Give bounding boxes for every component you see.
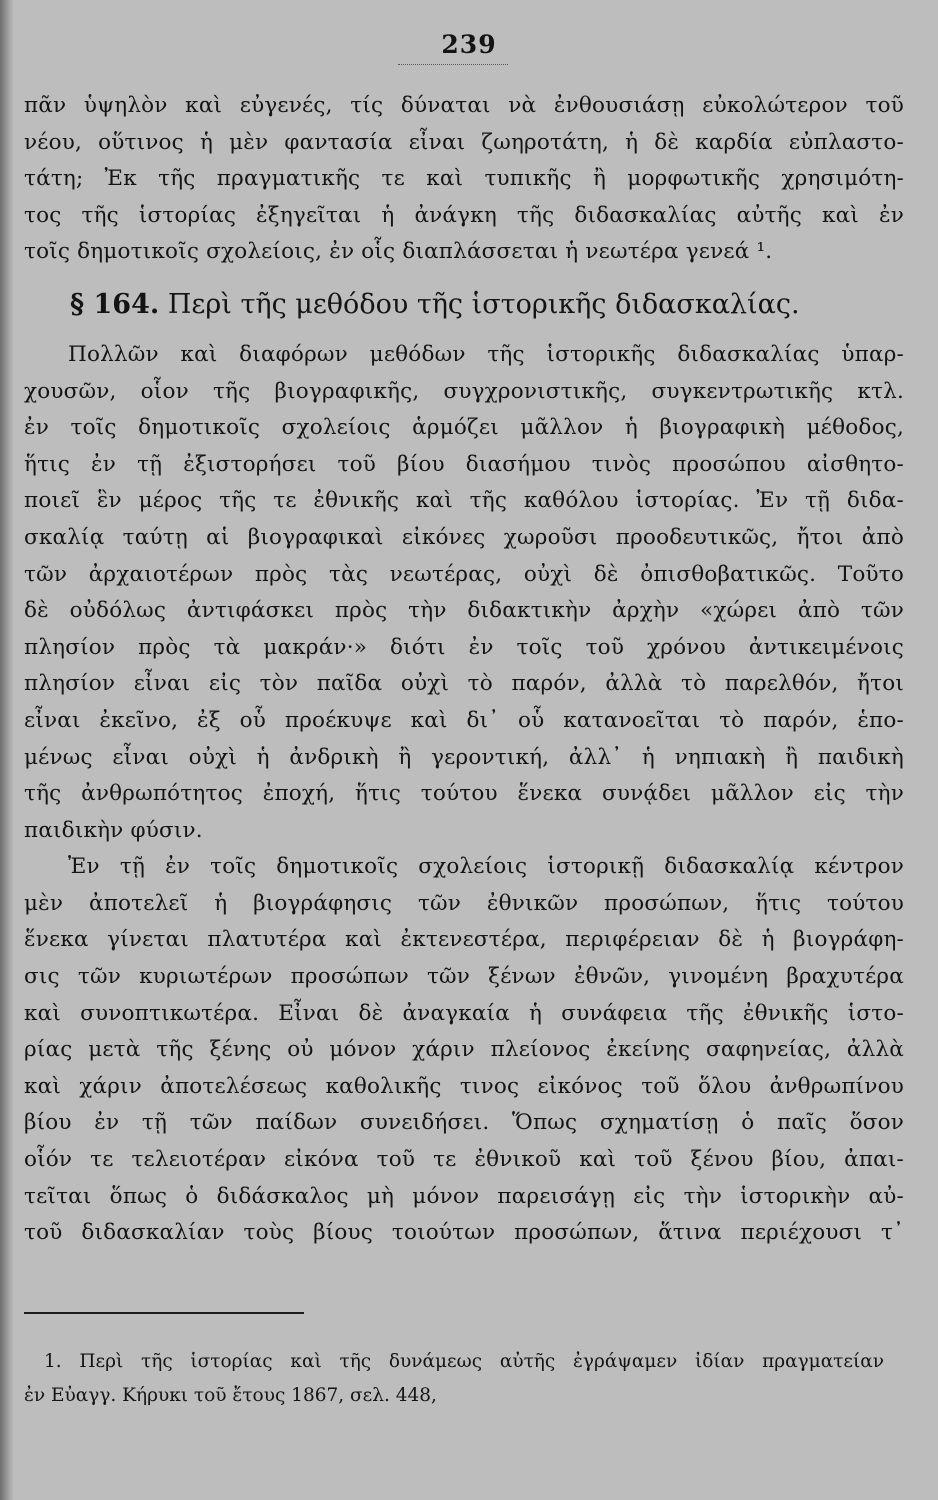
text-line: ρίας μετὰ τῆς ξένης οὐ μόνον χάριν πλείονος ἐκείνης σαφηνείας, ἀλλὰ	[24, 1037, 904, 1063]
section-heading	[24, 277, 904, 333]
text-line: μὲν ἀποτελεῖ ἡ βιογράφησις τῶν ἐθνικῶν προσώπων, ἥτις τούτου	[24, 890, 904, 916]
text-line: ἕνεκα γίνεται πλατυτέρα καὶ ἐκτενεστέρα, περιφέρειαν δὲ ἡ βιογράφη-	[24, 927, 904, 953]
section-number: § 164.	[70, 288, 160, 320]
page-number-rule	[398, 64, 508, 65]
text-line: πᾶν ὑψηλὸν καὶ εὐγενές, τίς δύναται νὰ ἐνθουσιάσῃ εὐκολώτερον τοῦ	[24, 93, 904, 118]
footnote-line: 1. Περὶ τῆς ἱστορίας καὶ τῆς δυνάμεως αὐτῆς ἐγράψαμεν ἰδίαν πραγματείαν	[44, 1351, 884, 1372]
footnote	[24, 1345, 884, 1413]
text-line: παιδικὴν φύσιν.	[24, 817, 203, 843]
text-line: οἷόν τε τελειοτέραν εἰκόνα τοῦ τε ἐθνικοῦ καὶ τοῦ ξένου βίου, ἀπαι-	[24, 1147, 904, 1173]
text-line: καὶ χάριν ἀποτελέσεως καθολικῆς τινος εἰκόνος τοῦ ὅλου ἀνθρωπίνου	[24, 1073, 904, 1099]
text-line: τεῖται ὅπως ὁ διδάσκαλος μὴ μόνον παρεισάγῃ εἰς τὴν ἱστορικὴν αὐ-	[24, 1183, 904, 1209]
text-line: νέου, οὕτινος ἡ μὲν φαντασία εἶναι ζωηροτάτη, ἡ δὲ καρδία εὐπλαστο-	[24, 129, 904, 155]
text-line: τοῦ διδασκαλίαν τοὺς βίους τοιούτων προσώπων, ἅτινα περιέχουσι τ᾽	[24, 1220, 904, 1246]
footnote-line: ἐν Εὐαγγ. Κήρυκι τοῦ ἔτους 1867, σελ. 448,	[24, 1385, 437, 1406]
text-line: πλησίον πρὸς τὰ μακράν·» διότι ἐν τοῖς τοῦ χρόνου ἀντικειμένοις	[24, 634, 904, 660]
text-line: Ἐν τῇ ἐν τοῖς δημοτικοῖς σχολείοις ἱστορικῇ διδασκαλίᾳ κέντρον	[68, 854, 904, 880]
text-line: δὲ οὐδόλως ἀντιφάσκει πρὸς τὴν διδακτικὴν ἀρχὴν «χώρει ἀπὸ τῶν	[24, 598, 904, 624]
text-line: τῆς ἀνθρωπότητος ἐποχή, ἥτις τούτου ἕνεκα συνᾴδει μᾶλλον εἰς τὴν	[24, 781, 904, 807]
footnote-rule	[24, 1312, 304, 1314]
body-text	[24, 88, 904, 1252]
binding-shadow	[0, 0, 14, 1500]
text-line: βίου ἐν τῇ τῶν παίδων συνειδήσει. Ὅπως σχηματίσῃ ὁ παῖς ὅσον	[24, 1110, 904, 1136]
text-line: τῶν ἀρχαιοτέρων πρὸς τὰς νεωτέρας, οὐχὶ δὲ ὀπισθοβατικῶς. Τοῦτο	[24, 561, 904, 587]
text-line: σκαλίᾳ ταύτῃ αἱ βιογραφικαὶ εἰκόνες χωροῦσι προοδευτικῶς, ἤτοι ἀπὸ	[24, 524, 904, 550]
text-line: πλησίον εἶναι εἰς τὸν παῖδα οὐχὶ τὸ παρόν, ἀλλὰ τὸ παρελθόν, ἤτοι	[24, 671, 904, 697]
text-line: χουσῶν, οἷον τῆς βιογραφικῆς, συγχρονιστικῆς, συγκεντρωτικῆς κτλ.	[24, 378, 904, 404]
text-line: τοῖς δημοτικοῖς σχολείοις, ἐν οἷς διαπλάσσεται ἡ νεωτέρα γενεά ¹.	[24, 239, 773, 265]
text-line: τάτη; Ἐκ τῆς πραγματικῆς τε καὶ τυπικῆς ἢ μορφωτικῆς χρησιμότη-	[24, 166, 904, 192]
section-title: Περὶ τῆς μεθόδου τῆς ἱστορικῆς διδασκαλίας.	[167, 288, 800, 320]
text-line: εἶναι ἐκεῖνο, ἐξ οὗ προέκυψε καὶ δι᾽ οὗ κατανοεῖται τὸ παρόν, ἑπο-	[24, 707, 904, 733]
page-number: 239	[441, 30, 497, 59]
text-line: τος τῆς ἱστορίας ἐξηγεῖται ἡ ἀνάγκη τῆς διδασκαλίας αὐτῆς καὶ ἐν	[24, 202, 904, 228]
text-line: σις τῶν κυριωτέρων προσώπων τῶν ξένων ἐθνῶν, γινομένη βραχυτέρα	[24, 964, 904, 990]
text-line: ἐν τοῖς δημοτικοῖς σχολείοις ἁρμόζει μᾶλλον ἡ βιογραφικὴ μέθοδος,	[24, 415, 904, 441]
text-line: ποιεῖ ἓν μέρος τῆς τε ἐθνικῆς καὶ τῆς καθόλου ἱστορίας. Ἐν τῇ διδα-	[24, 488, 904, 514]
text-line: μένως εἶναι οὐχὶ ἡ ἀνδρικὴ ἢ γεροντική, ἀλλ᾽ ἡ νηπιακὴ ἢ παιδικὴ	[24, 744, 904, 770]
text-line: καὶ συνοπτικωτέρα. Εἶναι δὲ ἀναγκαία ἡ συνάφεια τῆς ἐθνικῆς ἱστο-	[24, 1000, 904, 1026]
text-line: Πολλῶν καὶ διαφόρων μεθόδων τῆς ἱστορικῆς διδασκαλίας ὑπαρ-	[68, 341, 904, 367]
text-line: ἥτις ἐν τῇ ἐξιστορήσει τοῦ βίου διασήμου τινὸς προσώπου αἰσθητο-	[24, 451, 904, 477]
